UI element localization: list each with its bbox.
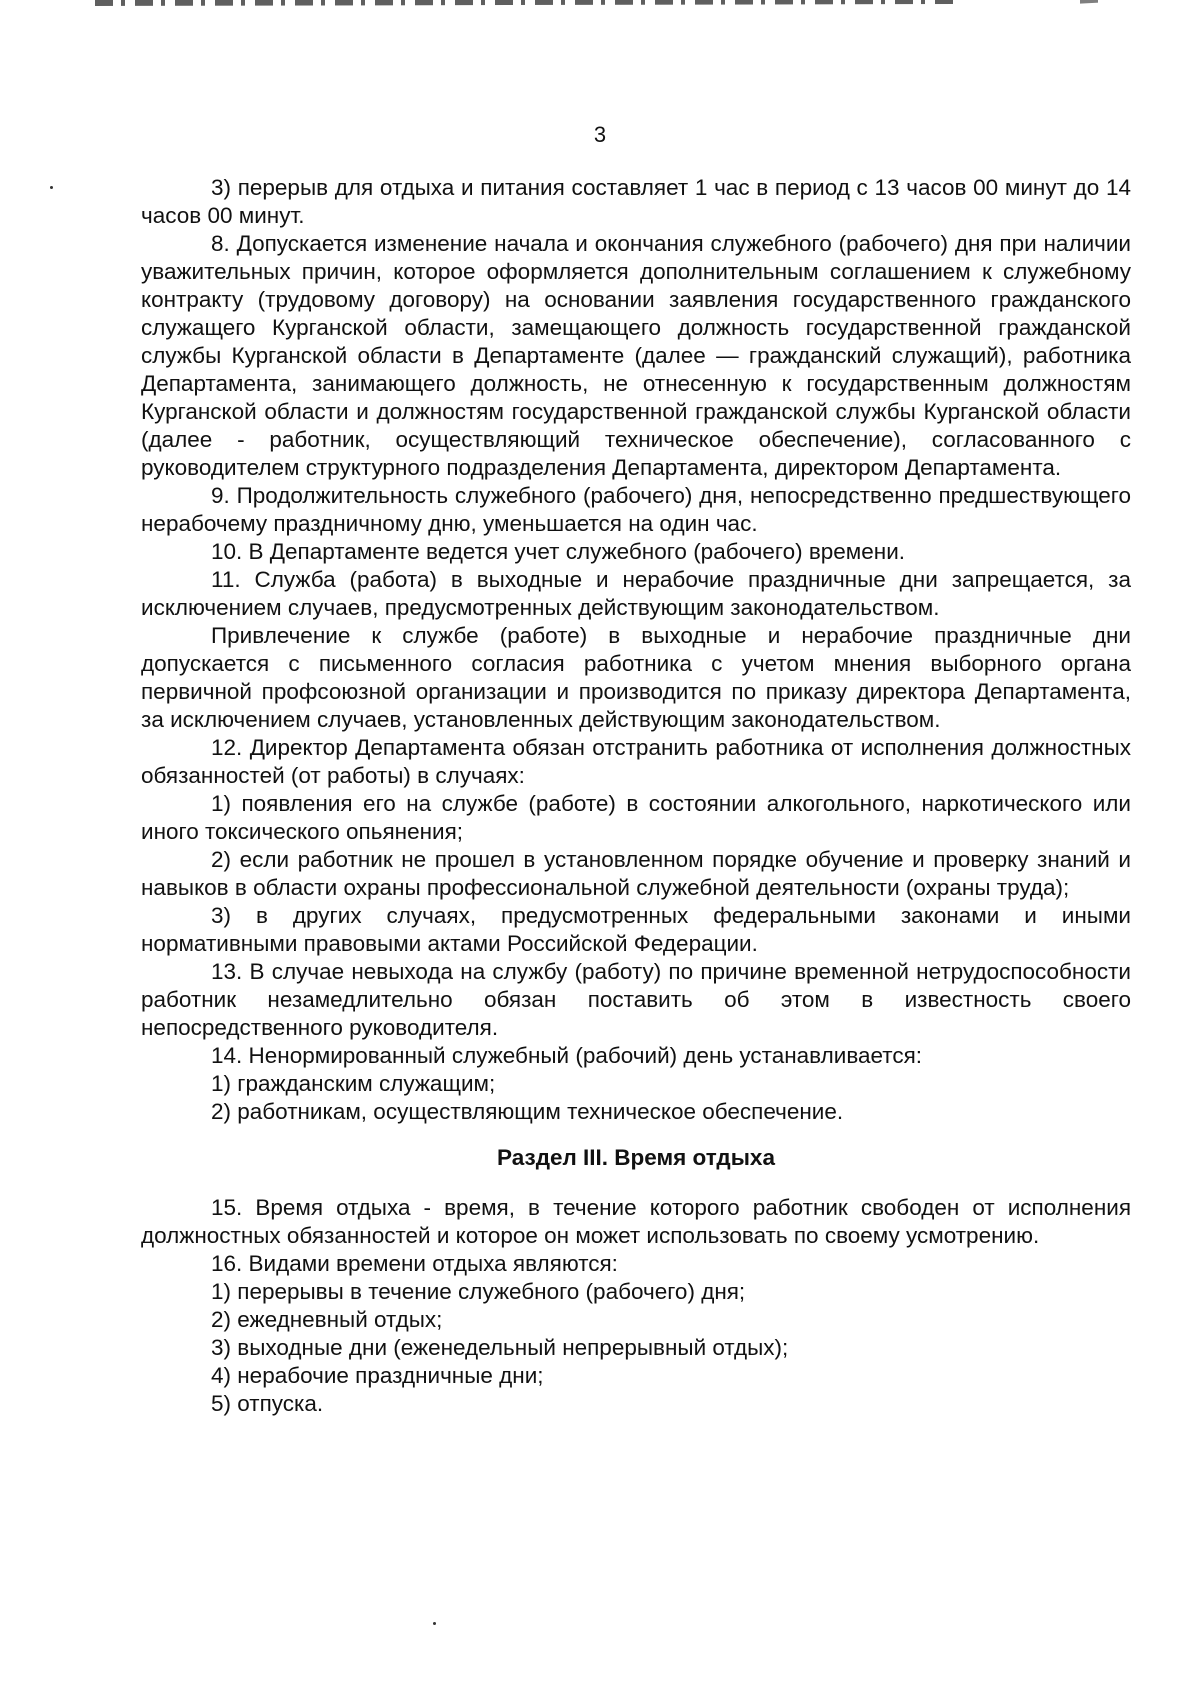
paragraph: 11. Служба (работа) в выходные и нерабочие праздничные дни запрещается, за исключением случаев, предусмотренных действующим законодательством.	[141, 567, 1131, 620]
paragraph: 14. Ненормированный служебный (рабочий) день устанавливается:	[211, 1043, 923, 1068]
paragraph: 15. Время отдыха - время, в течение которого работник свободен от исполнения должностных обязанностей и которое он может использовать по своему усмотрению.	[141, 1195, 1131, 1248]
scan-edge-artifact-right	[1080, 0, 1104, 6]
paragraph: 1) появления его на службе (работе) в состоянии алкогольного, наркотического или иного токсического опьянения;	[141, 791, 1131, 844]
scan-edge-artifact	[95, 0, 955, 10]
paragraph: 3) в других случаях, предусмотренных федеральными законами и иными нормативными правовыми актами Российской Федерации.	[141, 903, 1131, 956]
scan-speck	[50, 186, 53, 189]
paragraph: Привлечение к службе (работе) в выходные и нерабочие праздничные дни допускается с письменного согласия работника с учетом мнения выборного органа первичной профсоюзной организации и производится по приказу директора Департамента, за исключением случаев, установленных действующим законодательством.	[141, 623, 1131, 732]
paragraph: 2) работникам, осуществляющим техническое обеспечение.	[211, 1099, 844, 1124]
paragraph: 9. Продолжительность служебного (рабочего) дня, непосредственно предшествующего нерабочему праздничному дню, уменьшается на один час.	[141, 483, 1131, 536]
paragraph: 8. Допускается изменение начала и окончания служебного (рабочего) дня при наличии уважительных причин, которое оформляется дополнительным соглашением к служебному контракту (трудовому договору) на основании заявления государственного гражданского служащего Курганской области, замещающего должность государственной гражданской службы Курганской области в Департаменте (далее — гражданский служащий), работника Департамента, занимающего должность, не отнесенную к государственным должностям Курганской области и должностям государственной гражданской службы Курганской области (далее - работник, осуществляющий техническое обеспечение), согласованного с руководителем структурного подразделения Департамента, директором Департамента.	[141, 231, 1131, 480]
paragraph: 13. В случае невыхода на службу (работу) по причине временной нетрудоспособности работник незамедлительно обязан поставить об этом в известность своего непосредственного руководителя.	[141, 959, 1131, 1040]
paragraph: 2) если работник не прошел в установленном порядке обучение и проверку знаний и навыков в области охраны профессиональной служебной деятельности (охраны труда);	[141, 847, 1131, 900]
document-body	[141, 174, 1131, 1418]
paragraph: 3) перерыв для отдыха и питания составляет 1 час в период с 13 часов 00 минут до 14 часов 00 минут.	[141, 175, 1131, 228]
paragraph: 4) нерабочие праздничные дни;	[211, 1363, 544, 1388]
paragraph: 5) отпуска.	[211, 1391, 324, 1416]
page-number: 3	[593, 122, 607, 147]
scan-speck	[433, 1622, 436, 1625]
paragraph: 10. В Департаменте ведется учет служебного (рабочего) времени.	[211, 539, 906, 564]
section-heading: Раздел III. Время отдыха	[497, 1145, 775, 1170]
paragraph: 16. Видами времени отдыха являются:	[211, 1251, 618, 1276]
paragraph: 1) перерывы в течение служебного (рабочего) дня;	[211, 1279, 746, 1304]
paragraph: 2) ежедневный отдых;	[211, 1307, 443, 1332]
paragraph: 1) гражданским служащим;	[211, 1071, 496, 1096]
paragraph: 12. Директор Департамента обязан отстранить работника от исполнения должностных обязанностей (от работы) в случаях:	[141, 735, 1131, 788]
paragraph: 3) выходные дни (еженедельный непрерывный отдых);	[211, 1335, 789, 1360]
